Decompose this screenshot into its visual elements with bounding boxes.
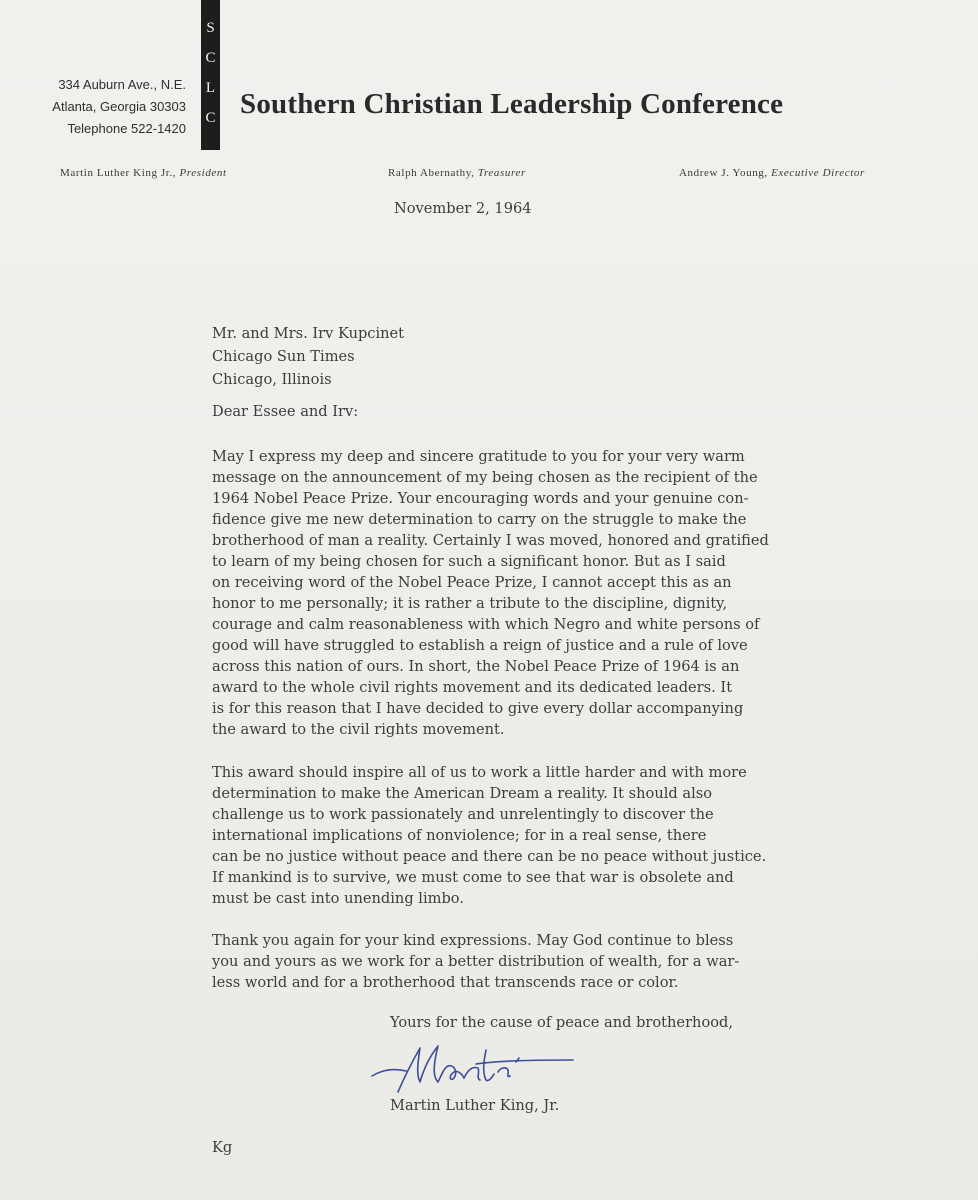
body-line: must be cast into unending limbo.: [212, 890, 464, 907]
officer-role: Treasurer: [477, 167, 526, 179]
handwritten-signature: [368, 1038, 588, 1098]
body-line: good will have struggled to establish a reign of justice and a rule of love: [212, 637, 748, 654]
body-line: May I express my deep and sincere gratitude to you for your very warm: [212, 448, 745, 465]
address-line: Atlanta, Georgia 30303: [52, 99, 186, 114]
org-name: Southern Christian Leadership Conference: [240, 88, 784, 120]
address-line: 334 Auburn Ave., N.E.: [58, 77, 186, 92]
body-paragraph-1: [212, 446, 769, 740]
body-paragraph-2: [212, 762, 766, 909]
body-line: across this nation of ours. In short, the Nobel Peace Prize of 1964 is an: [212, 658, 740, 675]
body-line: If mankind is to survive, we must come to see that war is obsolete and: [212, 869, 734, 886]
sclc-logo-bar: [201, 0, 220, 150]
body-line: award to the whole civil rights movement and its dedicated leaders. It: [212, 679, 733, 696]
officer-name: Martin Luther King Jr.,: [60, 167, 177, 179]
closing: Yours for the cause of peace and brotherhood,: [390, 1014, 734, 1031]
salutation: Dear Essee and Irv:: [212, 403, 359, 420]
body-line: brotherhood of man a reality. Certainly I was moved, honored and gratified: [212, 532, 769, 549]
officer-role: Executive Director: [771, 167, 865, 179]
officer-name: Andrew J. Young,: [679, 167, 768, 179]
signatory-name: Martin Luther King, Jr.: [390, 1097, 560, 1114]
body-line: fidence give me new determination to carry on the struggle to make the: [212, 511, 747, 528]
body-line: you and yours as we work for a better distribution of wealth, for a war-: [212, 953, 740, 970]
officer-treasurer: [388, 167, 526, 179]
body-line: international implications of nonviolence; for in a real sense, there: [212, 827, 707, 844]
letter-date: November 2, 1964: [394, 200, 532, 217]
sclc-letter: C: [205, 50, 216, 66]
body-line: can be no justice without peace and there can be no peace without justice.: [212, 848, 767, 865]
body-paragraph-3: [212, 930, 739, 993]
recipient-line: Chicago, Illinois: [212, 371, 332, 388]
sclc-letter: L: [205, 80, 216, 96]
body-line: challenge us to work passionately and unrelentingly to discover the: [212, 806, 714, 823]
officer-name: Ralph Abernathy,: [388, 167, 475, 179]
officer-executive-director: [679, 167, 865, 179]
body-line: message on the announcement of my being chosen as the recipient of the: [212, 469, 758, 486]
org-address: [10, 74, 186, 140]
body-line: to learn of my being chosen for such a significant honor. But as I said: [212, 553, 726, 570]
body-line: 1964 Nobel Peace Prize. Your encouraging words and your genuine con-: [212, 490, 749, 507]
recipient-line: Chicago Sun Times: [212, 348, 355, 365]
address-line: Telephone 522-1420: [67, 121, 186, 136]
body-line: honor to me personally; it is rather a tribute to the discipline, dignity,: [212, 595, 728, 612]
body-line: the award to the civil rights movement.: [212, 721, 505, 738]
body-line: less world and for a brotherhood that transcends race or color.: [212, 974, 679, 991]
body-line: courage and calm reasonableness with which Negro and white persons of: [212, 616, 760, 633]
body-line: on receiving word of the Nobel Peace Prize, I cannot accept this as an: [212, 574, 732, 591]
recipient-block: [212, 322, 404, 391]
body-line: Thank you again for your kind expressions. May God continue to bless: [212, 932, 734, 949]
sclc-letter: S: [206, 20, 215, 36]
officer-president: [60, 167, 227, 179]
typist-initials: Kg: [212, 1139, 233, 1156]
recipient-line: Mr. and Mrs. Irv Kupcinet: [212, 325, 405, 342]
sclc-letter: C: [205, 110, 216, 126]
body-line: This award should inspire all of us to work a little harder and with more: [212, 764, 747, 781]
body-line: is for this reason that I have decided to give every dollar accompanying: [212, 700, 744, 717]
body-line: determination to make the American Dream a reality. It should also: [212, 785, 713, 802]
officer-role: President: [179, 167, 227, 179]
